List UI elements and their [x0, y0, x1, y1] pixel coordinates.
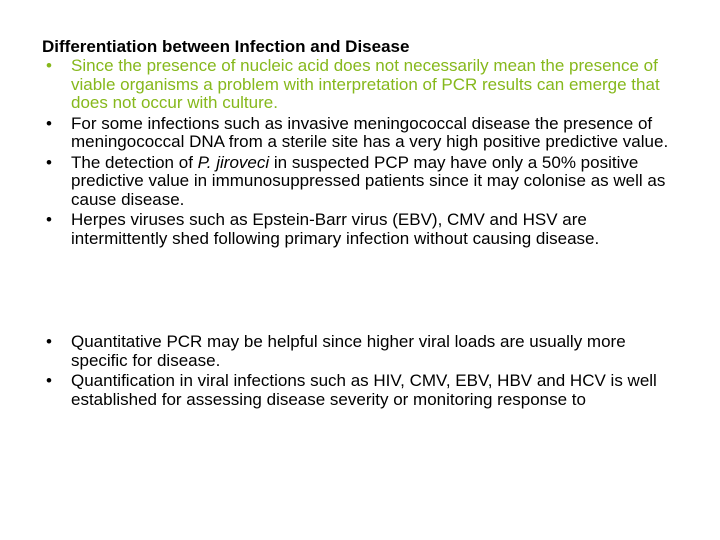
slide-title: Differentiation between Infection and Disease [42, 37, 410, 56]
bullet-item [42, 154, 682, 210]
bullet-text [71, 153, 665, 209]
bullet-text-part: in suspected PCP may have only a 50% positive predictive value in immunosuppressed patients since it may colonise as well as cause disease. [71, 152, 666, 209]
bullet-item [42, 333, 682, 370]
bullet-icon: • [46, 371, 52, 390]
bullet-text: For some infections such as invasive meningococcal disease the presence of meningococcal DNA from a sterile site has a very high positive predictive value. [71, 113, 669, 151]
bullet-icon: • [46, 152, 52, 172]
bullet-item [42, 372, 682, 409]
bullet-icon: • [46, 332, 52, 351]
bullet-item [42, 57, 682, 113]
bullet-text: Quantification in viral infections such as HIV, CMV, EBV, HBV and HCV is well established for assessing disease severity or monitoring response to [71, 371, 657, 409]
bullet-list-secondary [42, 333, 682, 409]
bullet-icon: • [46, 210, 52, 229]
bullet-icon: • [46, 56, 52, 75]
bullet-item [42, 211, 682, 248]
bullet-list-primary [42, 57, 682, 248]
organism-name: P. jiroveci [197, 152, 270, 172]
bullet-icon: • [46, 113, 52, 133]
bullet-text: Since the presence of nucleic acid does not necessarily mean the presence of viable organisms a problem with interpretation of PCR results can emerge that does not occur with culture. [71, 56, 660, 112]
bullet-item [42, 115, 682, 152]
bullet-text: Quantitative PCR may be helpful since higher viral loads are usually more specific for disease. [71, 332, 626, 370]
bullet-text-part: The detection of [71, 152, 198, 172]
bullet-text: Herpes viruses such as Epstein-Barr virus (EBV), CMV and HSV are intermittently shed following primary infection without causing disease. [71, 210, 600, 248]
